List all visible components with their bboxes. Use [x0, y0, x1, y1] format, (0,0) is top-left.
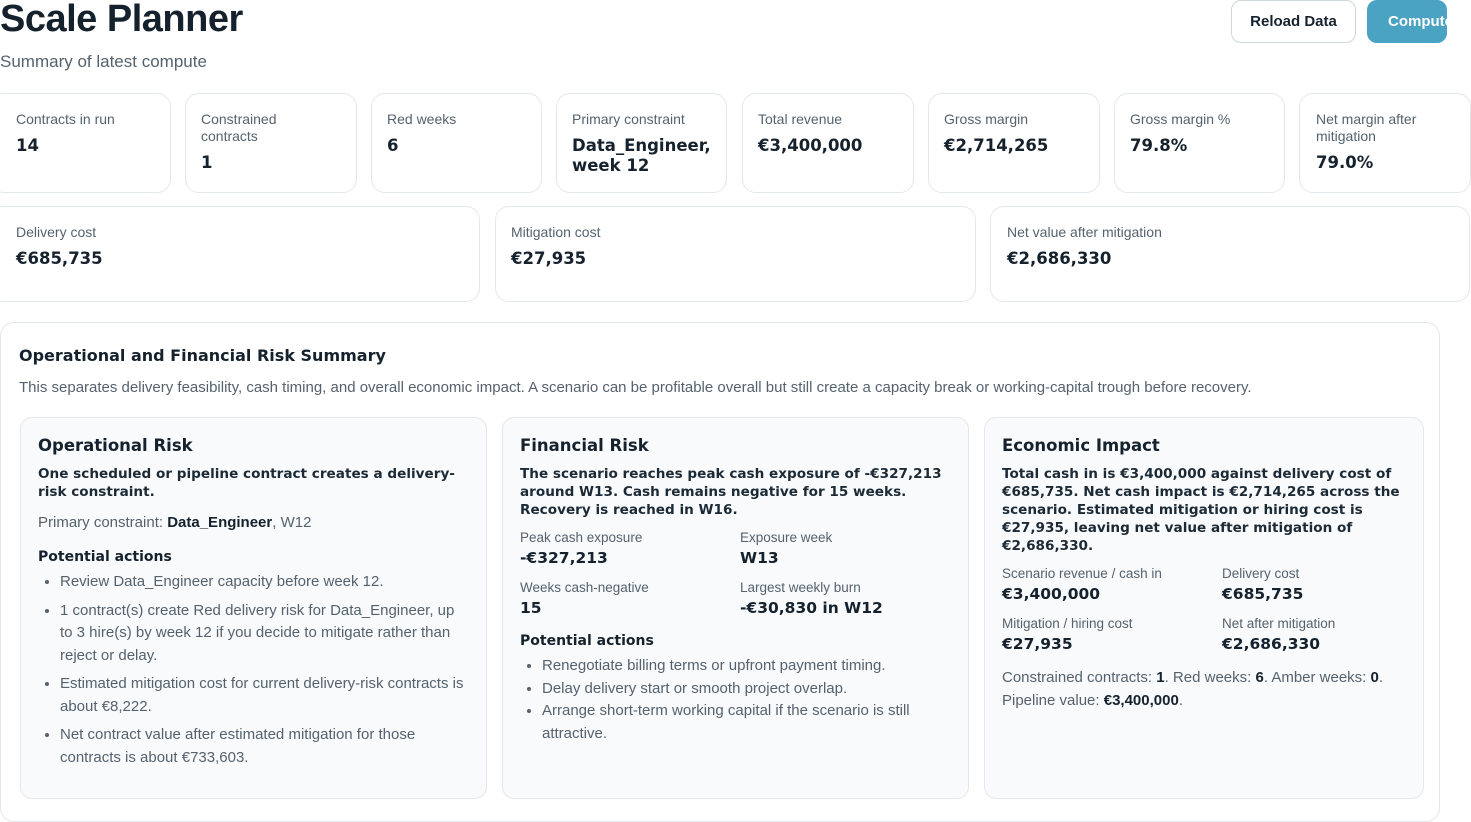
kpi-card-net-value-after-mitigation: [990, 206, 1470, 302]
card-lead: The scenario reaches peak cash exposure of -€327,213 around W13. Cash remains negative for 15 weeks. Recovery is reached in W16.: [520, 466, 942, 518]
kpi-card-gross-margin-pct: [1114, 93, 1285, 193]
page-title: Scale Planner: [0, 0, 243, 40]
list-item: • Delay delivery start or smooth project overlap.: [542, 678, 951, 701]
kpi-value: €27,935: [511, 249, 587, 268]
metric-value: W13: [740, 549, 779, 567]
metric-value: €685,735: [1222, 585, 1304, 603]
red-weeks-label: . Red weeks:: [1164, 669, 1256, 686]
pipeline-value: €3,400,000: [1103, 691, 1179, 709]
metric-value: €3,400,000: [1002, 585, 1101, 603]
kpi-value: 79.8%: [1130, 136, 1188, 155]
compute-button[interactable]: Compute: [1367, 0, 1447, 43]
primary-constraint-week: , W12: [272, 514, 312, 531]
kpi-card-total-revenue: [742, 93, 914, 193]
kpi-card-net-margin-after-mitigation: [1299, 93, 1471, 193]
kpi-value: 14: [16, 136, 39, 155]
kpi-card-primary-constraint: [556, 93, 727, 193]
kpi-label: Gross margin: [944, 111, 1029, 127]
reload-data-button[interactable]: Reload Data: [1231, 0, 1356, 43]
metric-value: -€327,213: [520, 549, 608, 567]
kpi-label: Net value after mitigation: [1007, 224, 1162, 240]
kpi-label: Primary constraint: [572, 111, 685, 127]
economic-impact-card: [984, 417, 1424, 799]
economic-metrics: [1002, 565, 1406, 653]
kpi-value: 79.0%: [1316, 153, 1374, 172]
kpi-value: €3,400,000: [758, 136, 863, 155]
actions-title: Potential actions: [38, 549, 172, 565]
metric-peak-cash-exposure: [520, 529, 740, 567]
punctuation: .: [1378, 669, 1384, 686]
kpi-card-gross-margin: [928, 93, 1100, 193]
metric-exposure-week: [740, 529, 940, 567]
metric-value: 15: [520, 599, 542, 617]
list-item: • Renegotiate billing terms or upfront payment timing.: [542, 655, 951, 678]
kpi-card-red-weeks: [371, 93, 542, 193]
card-lead: Total cash in is €3,400,000 against delivery cost of €685,735. Net cash impact is €2,714,265 across the scenario. Estimated mitigation or hiring cost is €27,935, leaving net value after mitigation of €2,686,330.: [1002, 466, 1400, 554]
red-weeks-value: 6: [1255, 669, 1264, 686]
kpi-value: 6: [387, 136, 399, 155]
card-title: Economic Impact: [1002, 436, 1160, 455]
metric-scenario-revenue: [1002, 565, 1222, 603]
list-item: • Review Data_Engineer capacity before week 12.: [60, 571, 469, 594]
economic-summary-line: [1002, 667, 1406, 712]
metric-net-after-mitigation: [1222, 615, 1422, 653]
kpi-label: Red weeks: [387, 111, 457, 127]
operational-actions-list: [38, 571, 469, 769]
kpi-card-delivery-cost: [0, 206, 480, 302]
metric-weeks-cash-negative: [520, 579, 740, 617]
metric-label: Delivery cost: [1222, 566, 1300, 581]
kpi-label: Gross margin %: [1130, 111, 1231, 127]
kpi-value: 1: [201, 153, 213, 172]
card-lead: One scheduled or pipeline contract creates a delivery-risk constraint.: [38, 466, 455, 500]
risk-summary-description: This separates delivery feasibility, cash timing, and overall economic impact. A scenario can be profitable overall but still create a capacity break or working-capital trough before recovery.: [19, 379, 1252, 396]
list-item: • 1 contract(s) create Red delivery risk for Data_Engineer, up to 3 hire(s) by week 12 if you decide to mitigate rather than reject or delay.: [60, 600, 469, 668]
financial-metrics: [520, 529, 951, 617]
risk-summary-panel: [0, 322, 1440, 822]
actions-title: Potential actions: [520, 633, 654, 649]
primary-constraint-line: [38, 513, 469, 533]
kpi-card-contracts-in-run: [0, 93, 171, 193]
risk-summary-title: Operational and Financial Risk Summary: [19, 346, 386, 365]
operational-risk-card: [20, 417, 487, 799]
punctuation: .: [1178, 691, 1183, 709]
metric-mitigation-cost: [1002, 615, 1222, 653]
card-title: Operational Risk: [38, 436, 193, 455]
metric-label: Weeks cash-negative: [520, 580, 649, 595]
kpi-card-mitigation-cost: [495, 206, 976, 302]
kpi-label: Delivery cost: [16, 224, 97, 240]
metric-delivery-cost: [1222, 565, 1422, 603]
list-item: • Arrange short-term working capital if the scenario is still attractive.: [542, 700, 951, 745]
metric-label: Mitigation / hiring cost: [1002, 616, 1133, 631]
kpi-label: Total revenue: [758, 111, 843, 127]
amber-weeks-label: . Amber weeks:: [1263, 669, 1371, 686]
metric-label: Exposure week: [740, 530, 833, 545]
metric-label: Net after mitigation: [1222, 616, 1336, 631]
kpi-label: Constrained contracts: [201, 111, 277, 144]
constrained-value: 1: [1156, 669, 1165, 686]
pipeline-label: Pipeline value:: [1002, 691, 1104, 709]
kpi-value: €2,686,330: [1007, 249, 1112, 268]
metric-value: -€30,830 in W12: [740, 599, 883, 617]
amber-weeks-value: 0: [1370, 669, 1379, 686]
constrained-label: Constrained contracts:: [1002, 669, 1157, 686]
metric-label: Peak cash exposure: [520, 530, 643, 545]
metric-value: €2,686,330: [1222, 635, 1321, 653]
kpi-value: €2,714,265: [944, 136, 1049, 155]
page-subtitle: Summary of latest compute: [0, 52, 207, 71]
financial-actions-list: [520, 655, 951, 745]
metric-largest-weekly-burn: [740, 579, 940, 617]
kpi-value: Data_Engineer, week 12: [572, 136, 711, 175]
kpi-value: €685,735: [16, 249, 103, 268]
primary-constraint-label: Primary constraint:: [38, 514, 168, 531]
primary-constraint-role: Data_Engineer: [167, 514, 273, 531]
kpi-card-constrained-contracts: [185, 93, 357, 193]
metric-label: Scenario revenue / cash in: [1002, 566, 1162, 581]
kpi-label: Mitigation cost: [511, 224, 601, 240]
metric-value: €27,935: [1002, 635, 1073, 653]
metric-label: Largest weekly burn: [740, 580, 861, 595]
list-item: • Net contract value after estimated mitigation for those contracts is about €733,603.: [60, 724, 469, 769]
list-item: • Estimated mitigation cost for current delivery-risk contracts is about €8,222.: [60, 673, 469, 718]
card-title: Financial Risk: [520, 436, 649, 455]
kpi-label: Contracts in run: [16, 111, 115, 127]
financial-risk-card: [502, 417, 969, 799]
kpi-label: Net margin after mitigation: [1316, 111, 1417, 144]
